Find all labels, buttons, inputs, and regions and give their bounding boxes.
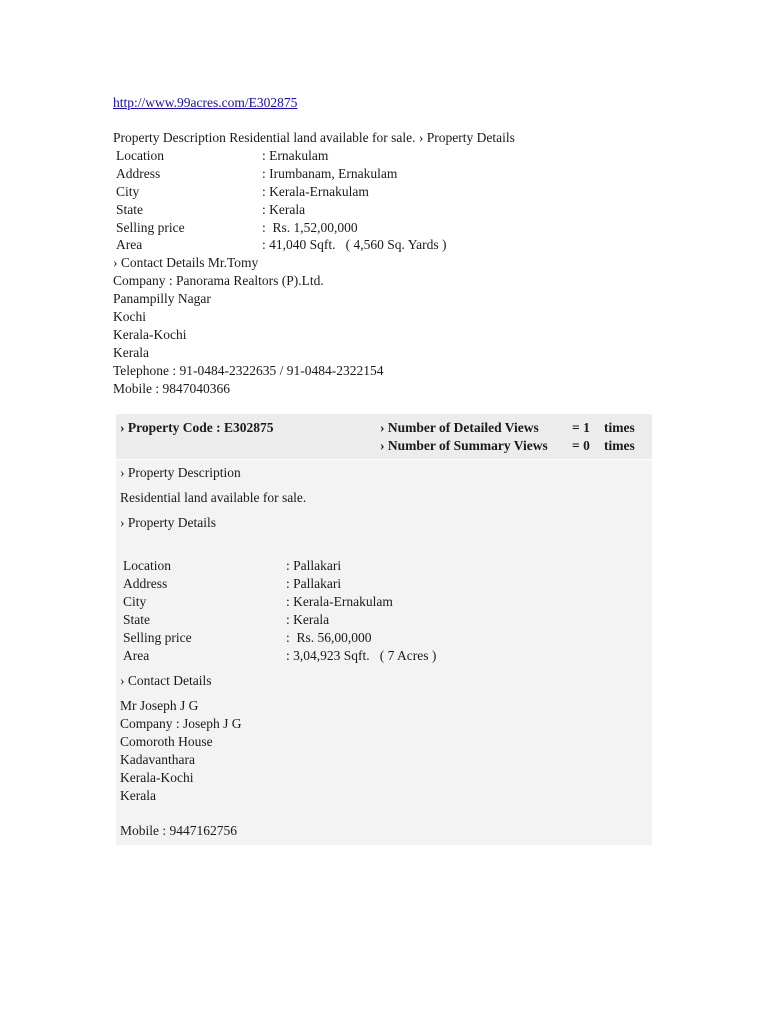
contact-line: Kochi	[113, 309, 146, 325]
listing-url-link[interactable]: http://www.99acres.com/E302875	[113, 95, 298, 110]
detail-label: Location	[123, 558, 171, 573]
view-count-unit: times	[604, 437, 635, 453]
detail-value: : Rs. 56,00,000	[286, 629, 372, 645]
detail-value: : Irumbanam, Ernakulam	[262, 165, 398, 181]
detail-row	[113, 165, 673, 183]
detail-label: City	[123, 593, 147, 609]
detail-label: City	[116, 183, 140, 199]
contact-line: Company : Joseph J G	[120, 715, 242, 731]
view-counts	[380, 419, 635, 455]
listing-1-details	[113, 147, 673, 254]
detail-value: : 41,040 Sqft. ( 4,560 Sq. Yards )	[262, 237, 447, 253]
detail-label: Selling price	[123, 629, 192, 645]
detail-row	[123, 557, 436, 575]
detail-row	[123, 647, 436, 665]
contact-details-heading: › Contact Details	[120, 673, 212, 688]
detail-value: : 3,04,923 Sqft. ( 7 Acres )	[286, 647, 437, 663]
detail-row	[123, 611, 436, 629]
detail-label: Area	[123, 647, 150, 663]
detail-label: Area	[116, 237, 143, 253]
listing-2-card	[116, 414, 652, 845]
contact-line: Telephone : 91-0484-2322635 / 91-0484-2322154	[113, 362, 384, 378]
detail-value: : Rs. 1,52,00,000	[262, 219, 358, 235]
contact-line: Company : Panorama Realtors (P).Ltd.	[113, 273, 324, 289]
listing-2-header	[116, 414, 652, 460]
detail-row	[113, 147, 673, 165]
detail-label: State	[123, 611, 150, 627]
contact-line: Kerala	[113, 344, 149, 360]
detail-value: : Kerala-Ernakulam	[262, 183, 369, 199]
contact-line: Kerala-Kochi	[120, 769, 194, 785]
contact-line: Mr Joseph J G	[120, 698, 199, 713]
contact-line: Comoroth House	[120, 733, 213, 749]
property-description-heading: › Property Description	[120, 465, 241, 480]
view-count-label: › Number of Detailed Views	[380, 420, 539, 435]
property-description-text: Residential land available for sale.	[120, 490, 307, 505]
contact-line: Kerala-Kochi	[113, 326, 187, 342]
contact-line: Mobile : 9847040366	[113, 380, 230, 396]
view-count-row	[380, 437, 635, 455]
detail-row	[113, 236, 673, 254]
listing-1	[113, 129, 673, 398]
detail-value: : Pallakari	[286, 558, 342, 573]
view-count-label: › Number of Summary Views	[380, 437, 548, 453]
contact-line: Kerala	[120, 787, 156, 803]
detail-value: : Pallakari	[286, 575, 342, 591]
spacer	[120, 804, 242, 822]
detail-value: : Ernakulam	[262, 147, 329, 163]
detail-value: : Kerala	[286, 611, 330, 627]
view-count-unit: times	[604, 420, 635, 435]
detail-label: Selling price	[116, 219, 185, 235]
detail-label: Address	[123, 575, 168, 591]
listing-1-contact	[113, 254, 673, 397]
detail-row	[123, 593, 436, 611]
detail-row	[123, 629, 436, 647]
listing-2-contact	[120, 697, 242, 840]
detail-label: Location	[116, 147, 164, 163]
property-code: › Property Code : E302875	[120, 420, 274, 435]
detail-row	[113, 183, 673, 201]
mobile-number: Mobile : 9447162756	[120, 823, 237, 839]
detail-label: State	[116, 201, 143, 217]
contact-line: › Contact Details Mr.Tomy	[113, 255, 259, 271]
detail-row	[123, 575, 436, 593]
contact-line: Kadavanthara	[120, 751, 195, 767]
detail-row	[113, 219, 673, 237]
detail-value: : Kerala-Ernakulam	[286, 593, 393, 609]
property-details-heading: › Property Details	[120, 515, 216, 530]
view-count-value: = 1	[572, 420, 590, 435]
view-count-value: = 0	[572, 437, 590, 453]
detail-label: Address	[116, 165, 161, 181]
listing-1-heading: Property Description Residential land available for sale. › Property Details	[113, 130, 515, 145]
detail-value: : Kerala	[262, 201, 306, 217]
contact-line: Panampilly Nagar	[113, 291, 211, 307]
detail-row	[113, 201, 673, 219]
listing-2-details	[123, 557, 436, 664]
view-count-row	[380, 419, 635, 437]
